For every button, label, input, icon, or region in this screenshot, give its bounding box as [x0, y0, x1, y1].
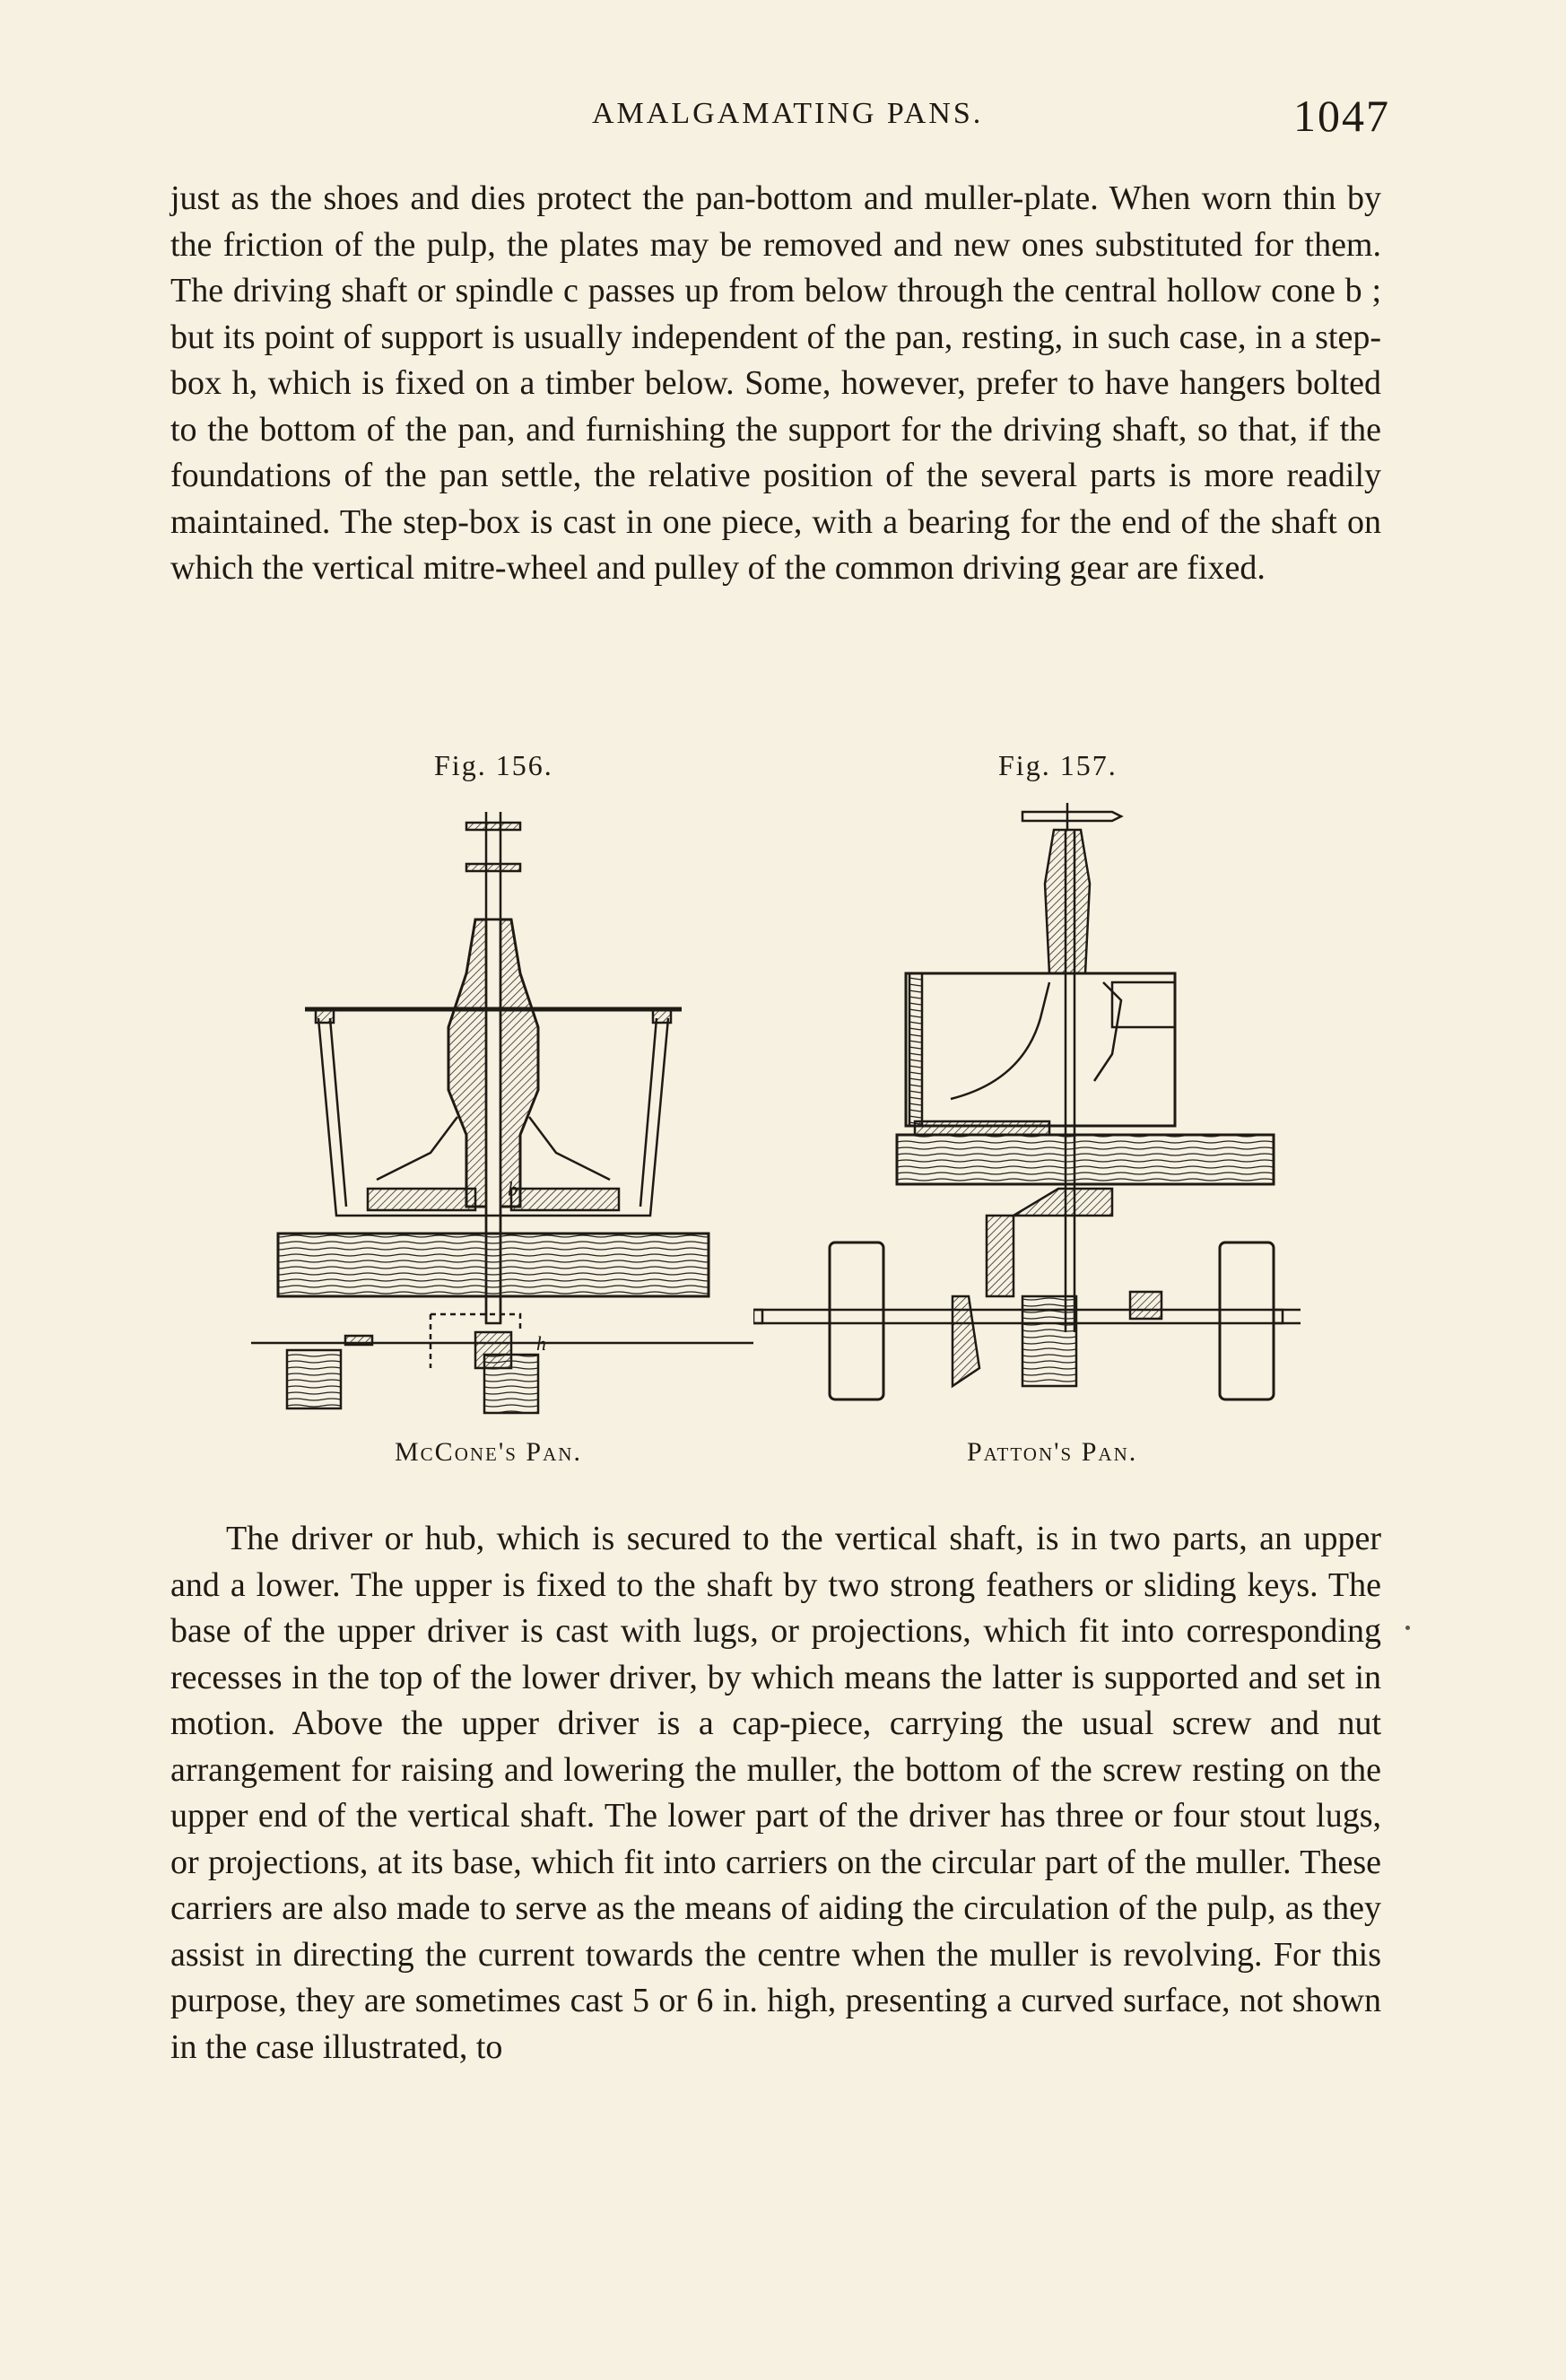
figure-157-patton-pan-illustration: [753, 794, 1309, 1422]
page-header: [170, 91, 1390, 151]
figure-157-label: Fig. 157.: [998, 749, 1118, 781]
figure-156-letter-b: b: [508, 1178, 518, 1200]
margin-mark: [1405, 1626, 1410, 1630]
running-head: AMALGAMATING PANS.: [592, 97, 984, 130]
page-number: 1047: [1293, 91, 1390, 141]
figure-156-label: Fig. 156.: [434, 749, 553, 781]
paragraph-2: The driver or hub, which is secured to the vertical shaft, is in two parts, an upper and a lower. The upper is fixed to the shaft by two strong feathers or sliding keys. The base of the upper driver is cast with lugs, or projections, which fit into corresponding recesses in the top of the lower driver, by which means the latter is supported and set in motion. Above the upper driver is a cap-piece, carrying the usual screw and nut arrangement for raising and lowering the muller, the bottom of the screw resting on the upper end of the vertical shaft. The lower part of the driver has three or four stout lugs, or projections, at its base, which fit into carriers on the circular part of the muller. These carriers are also made to serve as the means of aiding the circulation of the pulp, as they assist in directing the current towards the centre when the muller is revolving. For this purpose, they are sometimes cast 5 or 6 in. high, presenting a curved surface, not shown in the case illustrated, to: [170, 1520, 1381, 2066]
figure-157-caption: Patton's Pan.: [967, 1437, 1138, 1467]
figure-156-letter-h: h: [536, 1332, 546, 1355]
figure-156-mccone-pan-illustration: [251, 794, 753, 1422]
figure-156-caption: McCone's Pan.: [395, 1437, 582, 1467]
paragraph-1: just as the shoes and dies protect the pan-bottom and muller-plate. When worn thin by the friction of the pulp, the plates may be removed and new ones substituted for them. The driving shaft or spindle c passes up from below through the central hollow cone b ; but its point of support is usually independent of the pan, resting, in such case, in a step-box h, which is fixed on a timber below. Some, however, prefer to have hangers bolted to the bottom of the pan, and furnishing the support for the driving shaft, so that, if the foundations of the pan settle, the relative position of the several parts is more readily maintained. The step-box is cast in one piece, with a bearing for the end of the shaft on which the vertical mitre-wheel and pulley of the common driving gear are fixed.: [170, 179, 1381, 587]
